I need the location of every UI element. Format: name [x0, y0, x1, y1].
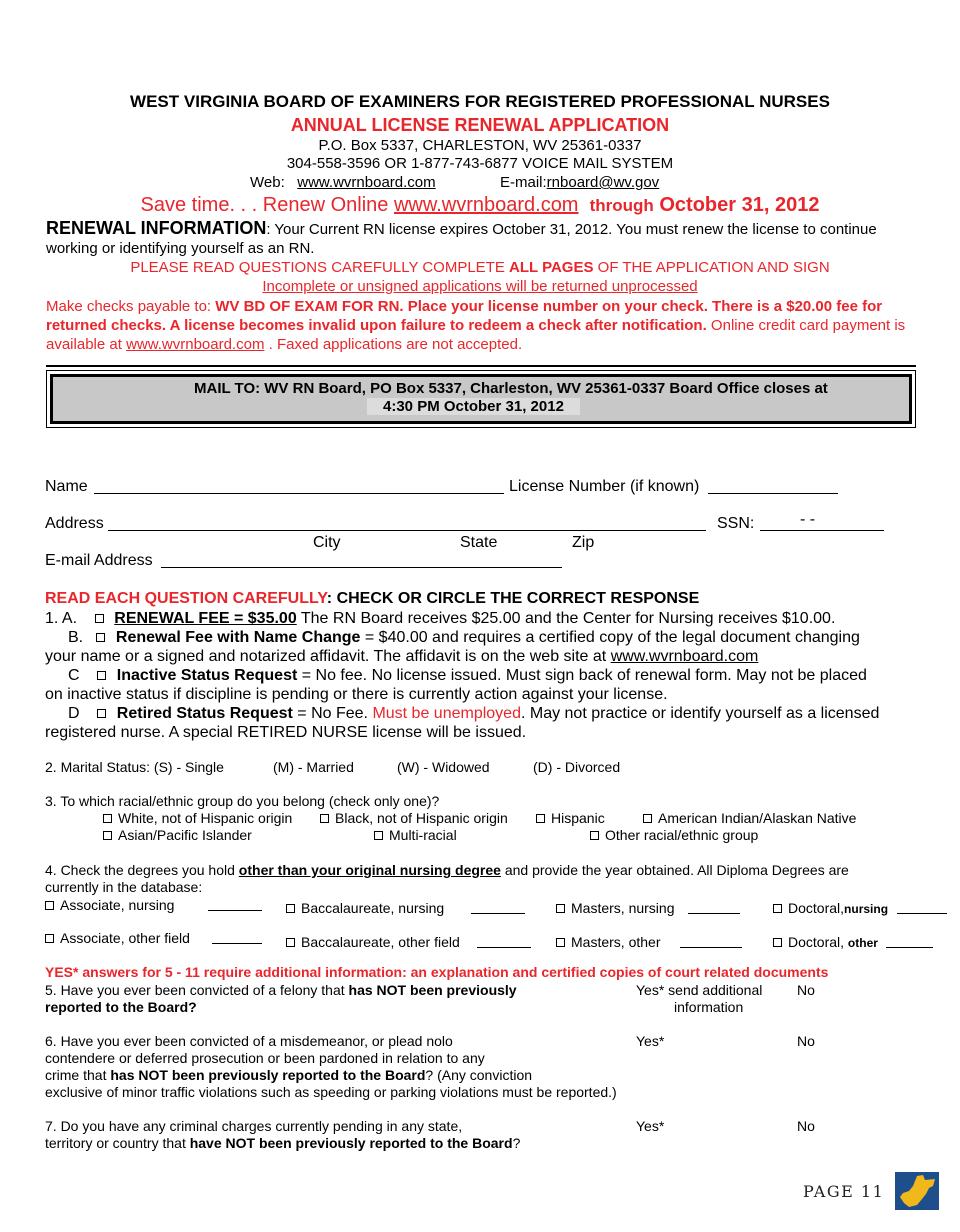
notice-all-pages: ALL PAGES — [509, 259, 594, 276]
q1b-num: B. — [68, 629, 84, 646]
q4-label-b: other than your original nursing degree — [238, 862, 501, 878]
q1c-num: C — [68, 667, 80, 684]
q1c-text: = No fee. No license issued. Must sign back of renewal form. May not be placed — [297, 667, 867, 684]
q5-yes[interactable]: Yes* send additional — [636, 982, 763, 998]
q3-option-label: American Indian/Alaskan Native — [658, 810, 857, 826]
mail-to-line1: MAIL TO: WV RN Board, PO Box 5337, Charleston, WV 25361-0337 Board Office closes at — [194, 380, 828, 397]
q1b-link[interactable]: www.wvrnboard.com — [610, 648, 759, 665]
q1b-checkbox[interactable] — [96, 633, 105, 642]
checkbox-icon[interactable] — [320, 814, 329, 823]
q5-text-b: has NOT been previously — [348, 982, 517, 998]
address-label: Address — [45, 515, 104, 532]
q6-line3-c: ? (Any conviction — [425, 1067, 533, 1083]
q5-text-a: 5. Have you ever been convicted of a felony that — [45, 982, 349, 998]
zip-label: Zip — [572, 534, 595, 551]
instructions — [45, 590, 699, 608]
board-address: P.O. Box 5337, CHARLESTON, WV 25361-0337 — [318, 137, 642, 154]
checkbox-icon[interactable] — [103, 814, 112, 823]
q4-option-label: Doctoral, — [788, 934, 845, 950]
q1c — [68, 667, 867, 685]
address-field[interactable] — [108, 530, 706, 531]
checkbox-icon[interactable] — [773, 904, 782, 913]
email-address-field[interactable] — [161, 567, 562, 568]
q3-option[interactable] — [374, 827, 457, 843]
checkbox-icon[interactable] — [45, 901, 54, 910]
q6-line3 — [45, 1067, 532, 1083]
q1d-text: = No Fee. — [292, 705, 373, 722]
divider — [46, 365, 916, 367]
city-label: City — [313, 534, 341, 551]
q1d-text-b: . May not practice or identify yourself as a licensed — [520, 705, 880, 722]
license-field[interactable] — [708, 493, 838, 494]
q1d-line2: registered nurse. A special RETIRED NURSE license will be issued. — [45, 724, 527, 741]
checkbox-icon[interactable] — [286, 938, 295, 947]
renewal-information — [46, 219, 916, 258]
page-number: PAGE 11 — [803, 1182, 885, 1201]
q4-year-field[interactable] — [208, 910, 262, 911]
q4-year-field[interactable] — [212, 943, 262, 944]
ssn-label: SSN: — [717, 515, 755, 532]
checks-part: . Faxed applications are not accepted. — [264, 336, 523, 353]
q4-doctoral-nursing: nursing — [844, 902, 889, 916]
q3-option-label: Asian/Pacific Islander — [118, 827, 252, 843]
web-link[interactable]: www.wvrnboard.com — [297, 174, 436, 191]
q2-married[interactable]: (M) - Married — [273, 759, 354, 775]
checkbox-icon[interactable] — [773, 938, 782, 947]
q5-line2: reported to the Board? — [45, 999, 197, 1015]
q4-option[interactable] — [45, 897, 174, 913]
checkbox-icon[interactable] — [103, 831, 112, 840]
q4-label-2: currently in the database: — [45, 879, 203, 895]
west-virginia-map-icon — [895, 1172, 939, 1210]
q1d — [68, 705, 879, 723]
checkbox-icon[interactable] — [536, 814, 545, 823]
q4-option[interactable] — [286, 934, 460, 950]
promo-lead: Save time. . . Renew Online — [140, 194, 394, 216]
q7-no[interactable]: No — [797, 1118, 815, 1134]
email-address-label: E-mail Address — [45, 552, 153, 569]
board-phone: 304-558-3596 OR 1-877-743-6877 VOICE MAIL SYSTEM — [286, 155, 674, 172]
q2-label: 2. Marital Status: (S) - Single — [45, 759, 224, 775]
name-field[interactable] — [94, 493, 504, 494]
q4-option-label: Baccalaureate, other field — [301, 934, 460, 950]
instructions-black: : CHECK OR CIRCLE THE CORRECT RESPONSE — [326, 590, 700, 607]
ssn-dashes: - - — [800, 511, 816, 528]
q4-year-field[interactable] — [471, 913, 525, 914]
email-link[interactable]: rnboard@wv.gov — [546, 174, 660, 191]
q4-label-c: and provide the year obtained. All Diploma Degrees are — [500, 862, 849, 878]
q1b — [68, 629, 860, 647]
q1b-text: = $40.00 and requires a certified copy of the legal document changing — [360, 629, 860, 646]
q6-line3-a: crime that — [45, 1067, 111, 1083]
q4-option-label: Associate, nursing — [60, 897, 175, 913]
renew-online-promo — [0, 194, 960, 217]
promo-link[interactable]: www.wvrnboard.com — [393, 194, 579, 216]
q7-line2 — [45, 1135, 520, 1151]
read-questions-notice — [0, 259, 960, 276]
q3-option[interactable] — [590, 827, 758, 843]
q5-no[interactable]: No — [797, 982, 815, 998]
q1b-text2: your name or a signed and notarized affidavit. The affidavit is on the web site at — [45, 648, 611, 665]
q4-option-label: Doctoral, — [788, 900, 845, 916]
q3-option[interactable] — [103, 827, 252, 843]
q1d-num: D — [68, 705, 80, 722]
q5-line1 — [45, 982, 517, 998]
q6-yes[interactable]: Yes* — [636, 1033, 665, 1049]
q4-year-field[interactable] — [477, 947, 531, 948]
q1d-red: Must be unemployed — [372, 705, 521, 722]
promo-through: through — [589, 196, 654, 215]
q3-option-label: Black, not of Hispanic origin — [335, 810, 508, 826]
license-label: License Number (if known) — [509, 478, 700, 495]
checkbox-icon[interactable] — [556, 938, 565, 947]
checkbox-icon[interactable] — [643, 814, 652, 823]
checks-link[interactable]: www.wvrnboard.com — [126, 336, 265, 353]
q4-option[interactable] — [773, 934, 878, 950]
checks-bold: WV BD OF EXAM FOR RN. Place your license number on your check. There is a $20.00 fee for returned checks. A license becomes invalid upon failure to redeem a check after notification. — [46, 298, 883, 334]
q4-label-a: 4. Check the degrees you hold — [45, 862, 239, 878]
checks-part: Make checks payable to: — [46, 298, 216, 315]
q5-yes-2: information — [674, 999, 744, 1015]
q3-option[interactable] — [643, 810, 856, 826]
q4-option-label: Masters, other — [571, 934, 661, 950]
q6-line2: contendere or deferred prosecution or been pardoned in relation to any — [45, 1050, 485, 1066]
ssn-field[interactable] — [760, 530, 884, 531]
form-title: ANNUAL LICENSE RENEWAL APPLICATION — [290, 115, 670, 135]
q1a-title: RENEWAL FEE = $35.00 — [114, 610, 297, 627]
web-line — [250, 174, 436, 191]
q3-option[interactable] — [103, 810, 292, 826]
checks-notice — [46, 297, 920, 354]
checkbox-icon[interactable] — [286, 904, 295, 913]
q7-line2-a: territory or country that — [45, 1135, 190, 1151]
q3-option-label: Multi-racial — [389, 827, 457, 843]
email-line — [500, 174, 659, 191]
q3-option-label: Hispanic — [551, 810, 605, 826]
email-label: E-mail: — [500, 174, 547, 191]
q6-line1: 6. Have you ever been convicted of a misdemeanor, or plead nolo — [45, 1033, 453, 1049]
promo-date: October 31, 2012 — [653, 194, 820, 216]
q3-option-label: Other racial/ethnic group — [605, 827, 759, 843]
mail-to-line2: 4:30 PM October 31, 2012 — [367, 398, 580, 415]
q4-option[interactable] — [45, 930, 190, 946]
state-label: State — [460, 534, 498, 551]
q7-line2-c: ? — [512, 1135, 521, 1151]
q3-option-label: White, not of Hispanic origin — [118, 810, 293, 826]
q4-option[interactable] — [773, 900, 888, 916]
q4-option-label: Associate, other field — [60, 930, 190, 946]
q1b-title: Renewal Fee with Name Change — [115, 629, 361, 646]
q6-line4: exclusive of minor traffic violations such as speeding or parking violations must be reported.) — [45, 1084, 617, 1100]
q2-divorced[interactable]: (D) - Divorced — [533, 759, 621, 775]
q3-label: 3. To which racial/ethnic group do you belong (check only one)? — [45, 793, 440, 809]
yes-notice: YES* answers for 5 - 11 require additional information: an explanation and certified copies of court related documents — [45, 964, 829, 980]
incomplete-notice: Incomplete or unsigned applications will be returned unprocessed — [262, 278, 698, 295]
checks-part: Online credit card payment is available at — [46, 317, 906, 353]
checkbox-icon[interactable] — [45, 934, 54, 943]
q7-yes[interactable]: Yes* — [636, 1118, 665, 1134]
checkbox-icon[interactable] — [374, 831, 383, 840]
notice-part: PLEASE READ QUESTIONS CAREFULLY COMPLETE — [130, 259, 510, 276]
q1b-line2 — [45, 648, 758, 666]
checkbox-icon[interactable] — [590, 831, 599, 840]
instructions-red: READ EACH QUESTION CAREFULLY — [45, 590, 327, 607]
q4-year-field[interactable] — [688, 913, 740, 914]
q6-no[interactable]: No — [797, 1033, 815, 1049]
renewal-text: : Your Current RN license expires October 31, 2012. You must renew the license to continue working or identifying yourself as an RN. — [46, 221, 877, 257]
checkbox-icon[interactable] — [556, 904, 565, 913]
q7-line2-b: have NOT been previously reported to the Board — [189, 1135, 513, 1151]
q4-year-field[interactable] — [886, 947, 933, 948]
q3-option[interactable] — [320, 810, 508, 826]
mail-to-box — [46, 370, 916, 428]
q4-year-field[interactable] — [680, 947, 742, 948]
q4-option-label: Masters, nursing — [571, 900, 675, 916]
notice-part: OF THE APPLICATION AND SIGN — [593, 259, 830, 276]
q1c-checkbox[interactable] — [97, 671, 106, 680]
q1c-title: Inactive Status Request — [116, 667, 298, 684]
q1a-checkbox[interactable] — [95, 614, 104, 623]
q1a-num: 1. A. — [45, 610, 78, 627]
q7-line1: 7. Do you have any criminal charges currently pending in any state, — [45, 1118, 463, 1134]
q4-doctoral-other: other — [847, 936, 878, 950]
q1d-title: Retired Status Request — [116, 705, 293, 722]
q4-option-label: Baccalaureate, nursing — [301, 900, 445, 916]
q1a — [45, 610, 835, 628]
q4-year-field[interactable] — [897, 913, 947, 914]
q1a-text: The RN Board receives $25.00 and the Center for Nursing receives $10.00. — [296, 610, 836, 627]
q4-option[interactable] — [556, 900, 674, 916]
q6-line3-b: has NOT been previously reported to the Board — [110, 1067, 426, 1083]
q1d-checkbox[interactable] — [97, 709, 106, 718]
renewal-heading: RENEWAL INFORMATION — [46, 218, 267, 238]
q4-option[interactable] — [556, 934, 660, 950]
name-label: Name — [45, 478, 88, 495]
q3-option[interactable] — [536, 810, 605, 826]
q2-widowed[interactable]: (W) - Widowed — [397, 759, 490, 775]
q4-option[interactable] — [286, 900, 444, 916]
board-name: WEST VIRGINIA BOARD OF EXAMINERS FOR REGISTERED PROFESSIONAL NURSES — [130, 92, 830, 111]
q1c-line2: on inactive status if discipline is pending or there is currently action against your license. — [45, 686, 668, 703]
mail-to-inner — [50, 374, 912, 424]
web-label: Web: — [250, 174, 285, 191]
q4-label — [45, 862, 849, 878]
